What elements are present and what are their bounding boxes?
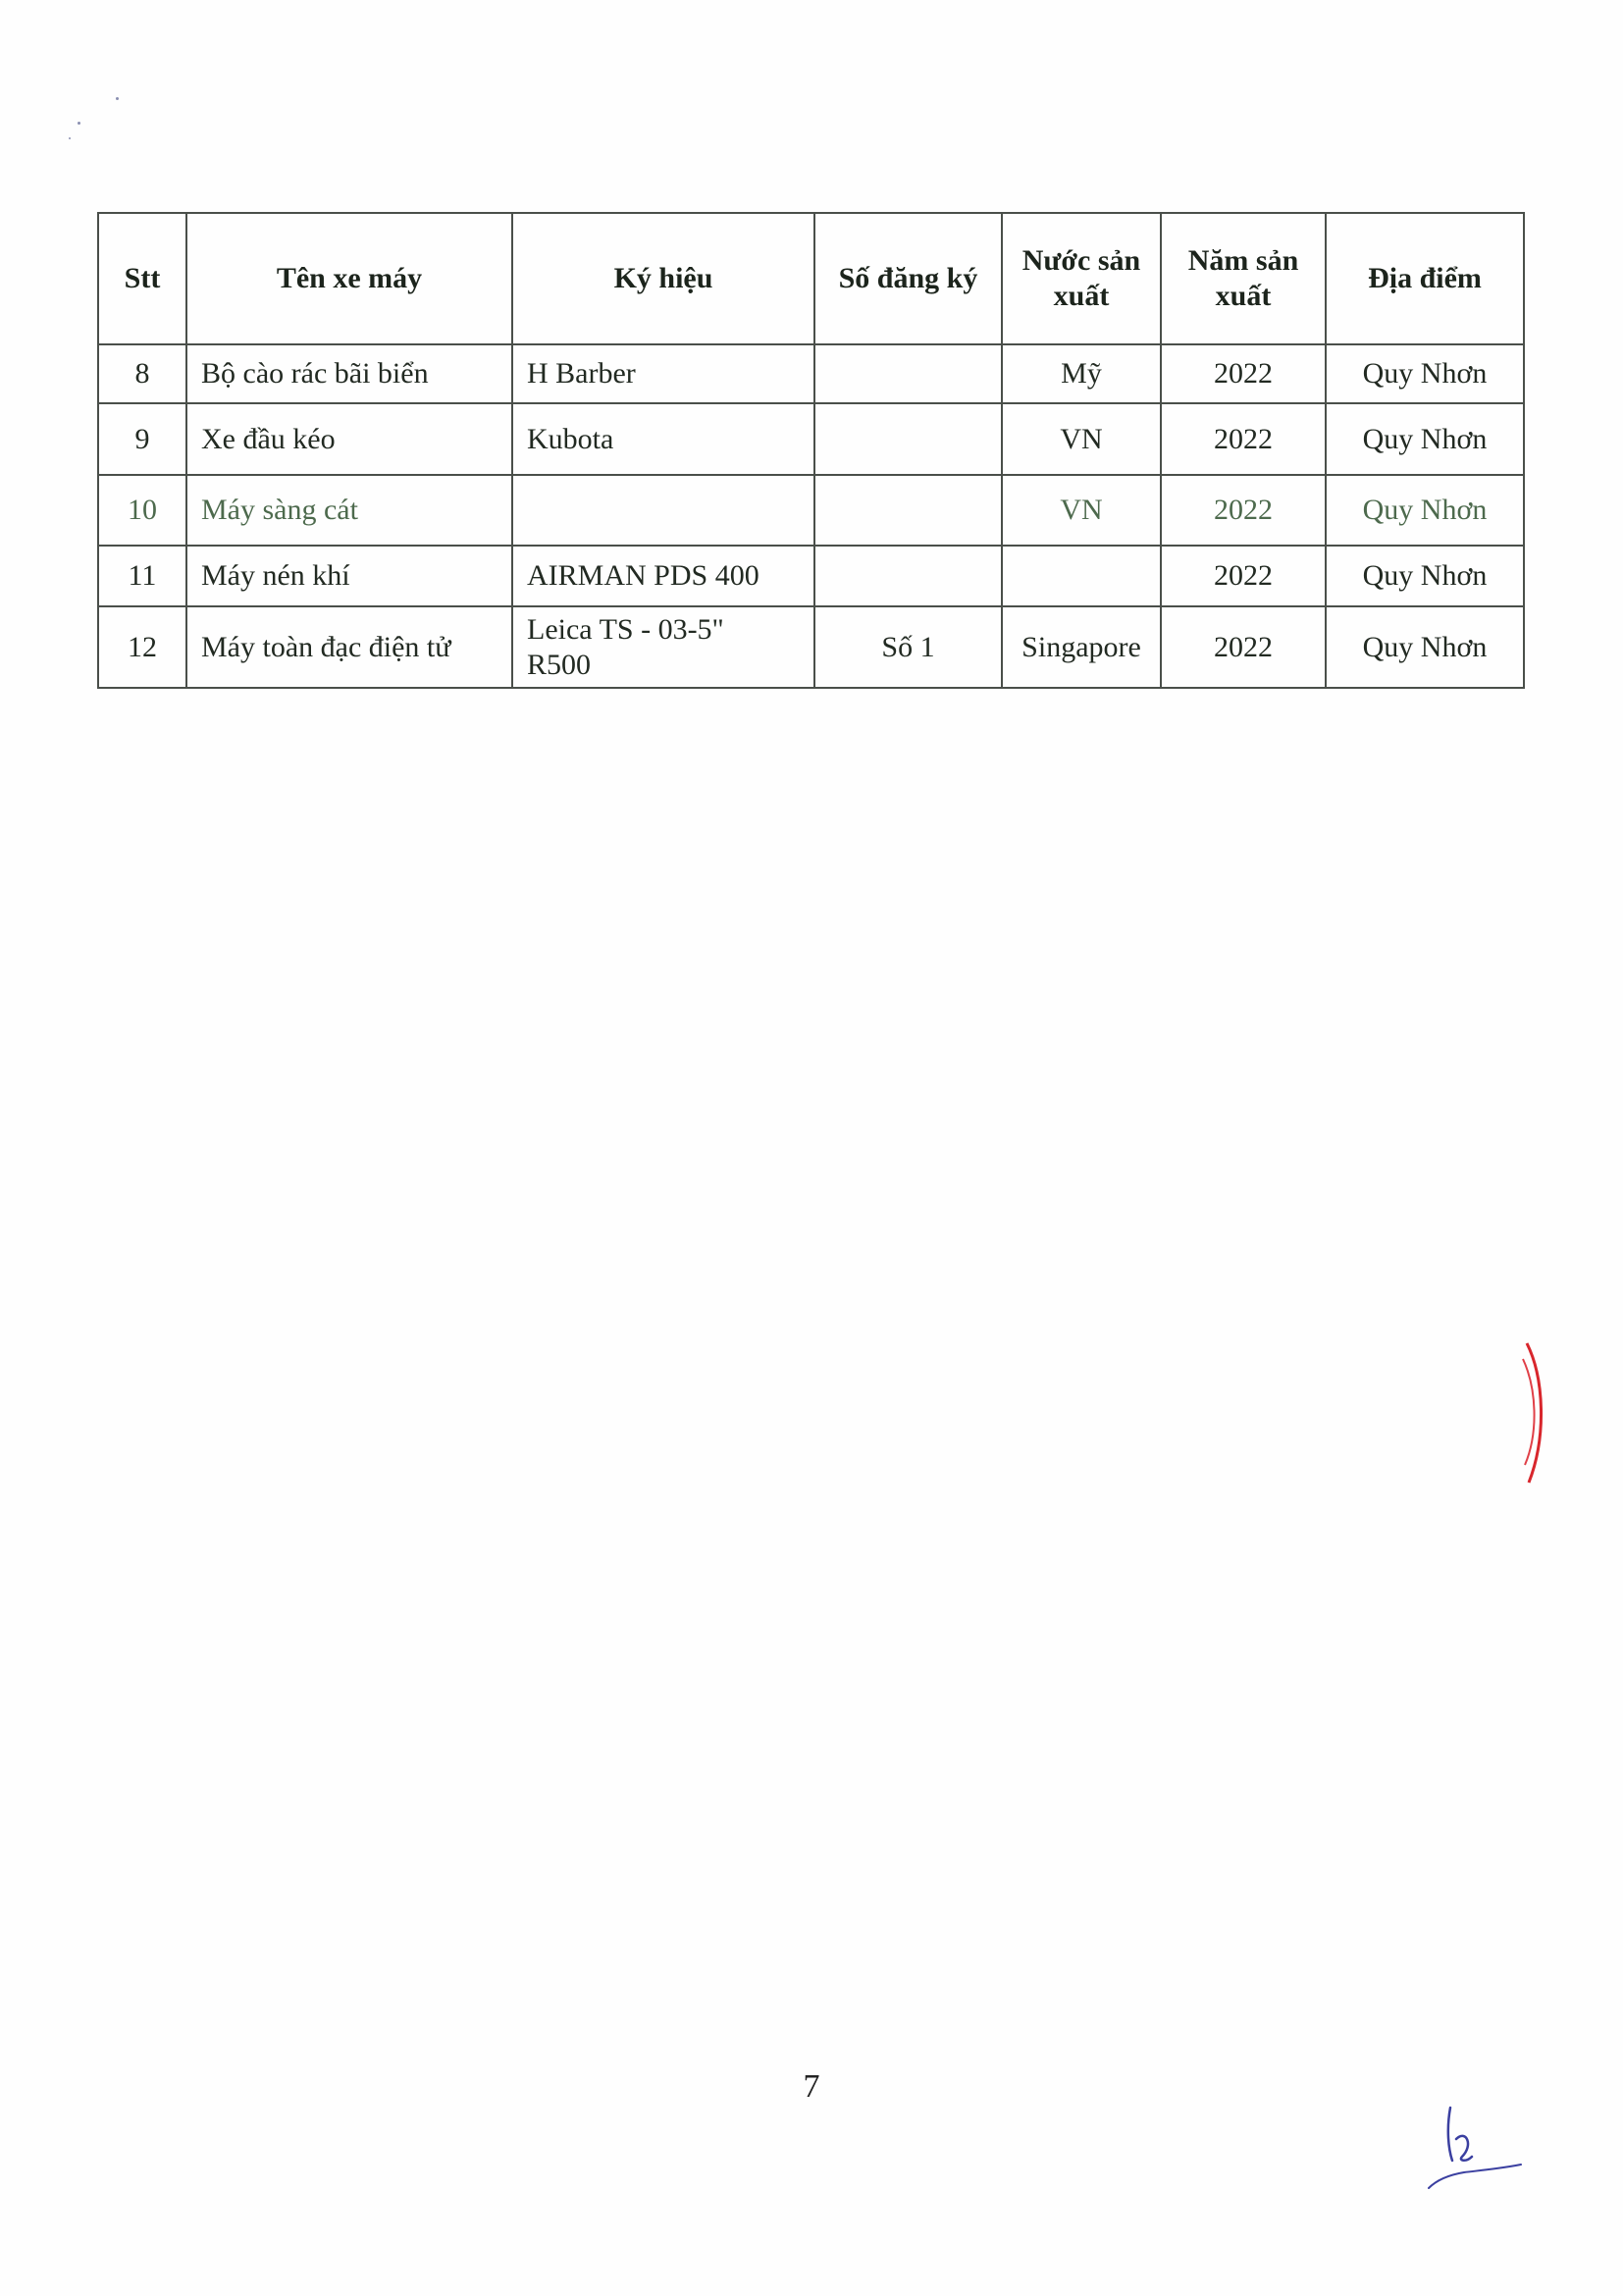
cell-model <box>512 606 814 688</box>
header-stt: Stt <box>98 213 186 344</box>
cell-model <box>512 475 814 546</box>
header-country-line1: Nước sản <box>1021 244 1141 277</box>
stamp-arc-inner <box>1523 1359 1535 1465</box>
cell-registration <box>814 475 1002 546</box>
cell-model: Kubota <box>512 403 814 475</box>
red-stamp-edge <box>1507 1339 1556 1487</box>
equipment-table <box>97 212 1525 689</box>
table-header-row <box>98 213 1524 344</box>
cell-name: Bộ cào rác bãi biển <box>186 344 512 403</box>
signature-stroke <box>1448 2108 1472 2161</box>
cell-location: Quy Nhơn <box>1326 475 1524 546</box>
cell-country: Mỹ <box>1002 344 1161 403</box>
cell-registration <box>814 546 1002 606</box>
cell-stt: 12 <box>98 606 186 688</box>
scan-speck <box>69 137 71 139</box>
cell-registration: Số 1 <box>814 606 1002 688</box>
header-location: Địa điểm <box>1326 213 1524 344</box>
cell-country <box>1002 546 1161 606</box>
cell-name: Máy nén khí <box>186 546 512 606</box>
cell-country: Singapore <box>1002 606 1161 688</box>
cell-model-line1: Leica TS - 03-5" <box>527 612 724 646</box>
table-row <box>98 475 1524 546</box>
cell-stt: 9 <box>98 403 186 475</box>
header-year <box>1161 213 1326 344</box>
signature-initials <box>1423 2100 1531 2198</box>
table-row <box>98 403 1524 475</box>
cell-country: VN <box>1002 475 1161 546</box>
table-row <box>98 344 1524 403</box>
cell-model: H Barber <box>512 344 814 403</box>
cell-location: Quy Nhơn <box>1326 546 1524 606</box>
cell-year: 2022 <box>1161 403 1326 475</box>
header-model: Ký hiệu <box>512 213 814 344</box>
header-country-line2: xuất <box>1053 280 1110 312</box>
cell-year: 2022 <box>1161 475 1326 546</box>
scan-speck <box>78 122 80 125</box>
table-row <box>98 546 1524 606</box>
header-country <box>1002 213 1161 344</box>
header-name: Tên xe máy <box>186 213 512 344</box>
cell-registration <box>814 344 1002 403</box>
header-year-line2: xuất <box>1215 280 1272 312</box>
cell-location: Quy Nhơn <box>1326 344 1524 403</box>
cell-stt: 10 <box>98 475 186 546</box>
cell-year: 2022 <box>1161 546 1326 606</box>
cell-name: Xe đầu kéo <box>186 403 512 475</box>
cell-location: Quy Nhơn <box>1326 606 1524 688</box>
cell-model-line2: R500 <box>527 648 592 681</box>
cell-name: Máy sàng cát <box>186 475 512 546</box>
table-row <box>98 606 1524 688</box>
cell-country: VN <box>1002 403 1161 475</box>
signature-underline <box>1429 2165 1521 2188</box>
cell-location: Quy Nhơn <box>1326 403 1524 475</box>
cell-year: 2022 <box>1161 344 1326 403</box>
page-number: 7 <box>803 2068 820 2105</box>
cell-stt: 8 <box>98 344 186 403</box>
cell-model: AIRMAN PDS 400 <box>512 546 814 606</box>
scan-speck <box>116 97 119 100</box>
cell-stt: 11 <box>98 546 186 606</box>
header-registration: Số đăng ký <box>814 213 1002 344</box>
cell-name: Máy toàn đạc điện tử <box>186 606 512 688</box>
cell-year: 2022 <box>1161 606 1326 688</box>
cell-registration <box>814 403 1002 475</box>
header-year-line1: Năm sản <box>1187 244 1299 277</box>
